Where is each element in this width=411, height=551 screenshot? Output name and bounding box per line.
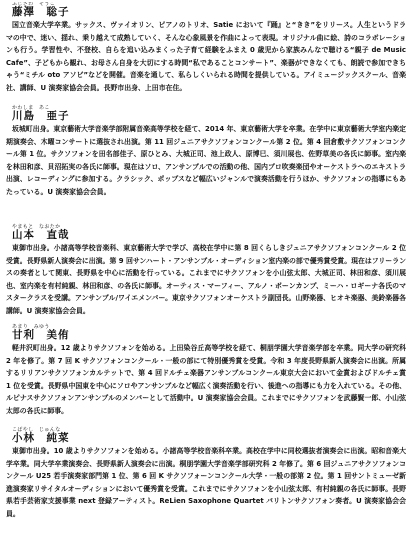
name-block: [12, 2, 406, 19]
performer-bio: 東御市出身。10 歳よりサクソフォンを始める。小諸高等学校音楽科卒業。高校在学中に同校選抜者演奏会に出演。昭和音楽大学卒業。同大学卒業演奏会、長野県新人演奏会に出演。桐朋学園大学音楽学部研究科 2 年修了。第 6 回ジュニアサクソフォンコンクール U25 若手演奏家部門第 1 位、第 6 回 K サクソフォーンコンクール大学・一般の部第 2 位。第 1 回サントミューゼ新進演奏家リサイタルオーディションにおいて優秀賞を受賞。これまでにサクソフォンを小山弦太郎、有村純親の各氏に師事。長野県若手芸術家支援事業 next 登録アーティスト。ReLien Saxophone Quartet バリトンサクソフォン奏者。U 演奏家協会会員。: [6, 447, 406, 518]
performer-bio: 東御市出身。小諸高等学校音楽科、東京藝術大学で学び、高校在学中に第 8 回くらしきジュニアサクソフォンコンクール 2 位受賞。長野県新人演奏会に出演。第 9 回サンハート・アンサンブル・オーディション室内楽の部で優秀賞受賞。現在はフリーランスの奏者として関東、長野県を中心に活動を行っている。これまでにサクソフォンを小山弦太郎、大城正司、林田和彦、須川展也、室内楽を有村純親、林田和彦、の各氏に師事。オーティス・マーフィー、アルノ・ボーンカンプ、ミーハ・ロギーナ各氏のマスタークラスを受講。アンサンブル/ワイエメンバー。東京サクソフォンオーケストラ副団長。山野楽器、ヒオキ楽器、美鈴楽器各講師。U 演奏家協会会員。: [6, 244, 406, 315]
profile-kawashima: [6, 106, 406, 199]
profile-yamamoto: [6, 225, 406, 318]
performer-bio: 軽井沢町出身。12 歳よりサクソフォンを始める。上田染谷丘高等学校を経て、桐朋学園大学音楽学部を卒業。同大学の研究科 2 年を修了。第 7 回 K サクソフォンコンクール・一般の部にて特別優秀賞を受賞。令和 3 年度長野県新人演奏会に出演。所属するリリアンサクソフォンカルテットで、第 4 回ドルチェ楽器アンサンブルコンクール東京大会において金賞およびドルチェ賞 1 位を受賞。長野県中国東を中心にソロやアンサンブルなど幅広く演奏活動を行い、後進への指導にも力を入れている。その他、ルピナスサクソフォンアンサンブルのメンバーとして活動中。U 演奏家協会会員。これまでにサクソフォンを武藤賢一郎、小山弦太郎の各氏に師事。: [6, 344, 406, 415]
performer-name: 小林 純菜: [12, 432, 70, 444]
name-reading: かわしま あこ: [12, 105, 50, 111]
profile-amari: [6, 325, 406, 418]
name-reading: あまり みゆう: [12, 324, 50, 330]
name-reading: こばやし じゅんな: [12, 427, 61, 433]
name-reading: やまもと なおたか: [12, 224, 61, 230]
profile-page: [6, 2, 406, 550]
name-block: [12, 106, 406, 123]
profile-fujisawa: [6, 2, 406, 95]
performer-name: 川島 亜子: [12, 110, 70, 122]
name-block: [12, 428, 406, 445]
profile-kobayashi: [6, 428, 406, 521]
name-reading: ふじさわ そうこ: [12, 2, 56, 7]
performer-bio: 坂城町出身。東京藝術大学音楽学部附属音楽高等学校を経て、2014 年、東京藝術大学を卒業。在学中に東京藝術大学室内楽定期演奏会、木曜コンサートに選抜され出演。第 11 回ジュニアサクソフォンコンクール第 2 位。第 4 回倉敷サクソフォンコンクール第 1 位。サクソフォンを田名部佳子、原ひとみ、大城正司、池上政人、原博巳、須川展也、佐野草美の各氏に師事。室内楽を林田和彦、貝沼拓実の各氏に師事。現在はソロ、アンサンブルでの活動の他、国内プロ吹奏楽団やオーケストラへのエキストラ出演、レコーディングに参加する。クラシック、ポップスなど幅広いジャンルで演奏活動を行うほか、サクソフォンの指導にもあたっている。U 演奏家協会会員。: [6, 125, 406, 196]
performer-name: 藤澤 聡子: [12, 6, 70, 18]
performer-name: 甘利 美侑: [12, 329, 70, 341]
name-block: [12, 225, 406, 242]
performer-bio: 国立音楽大学卒業。サックス、ヴァイオリン、ピアノのトリオ、Satie において『踊』と“きき”をリリース。人生というドラマの中で、迷い、揺れ、乗り越えて成熟していく、そんな心象風景を作曲によって表現。オリジナル曲に絵、詩のコラボレーションも行う。学習性や、不登校、自らを追い込みまくった子育て経験をふまえ 0 歳児から家族みんなで聴ける“親子 de Music Cafe”、子どもから観れ、お母さん自身を大切にする時間“私であることコンサート”、楽器ができなくても、朗読で参加できちゃう“ミチル oto アソビ”などを開催。音楽を通して、私らしくいられる時間を提供している。アイミュージックスクール、音楽社、講師、U 演奏家協会会員。長野市出身、上田市在住。: [6, 21, 406, 92]
name-block: [12, 325, 406, 342]
performer-name: 山本 直哉: [12, 229, 70, 241]
